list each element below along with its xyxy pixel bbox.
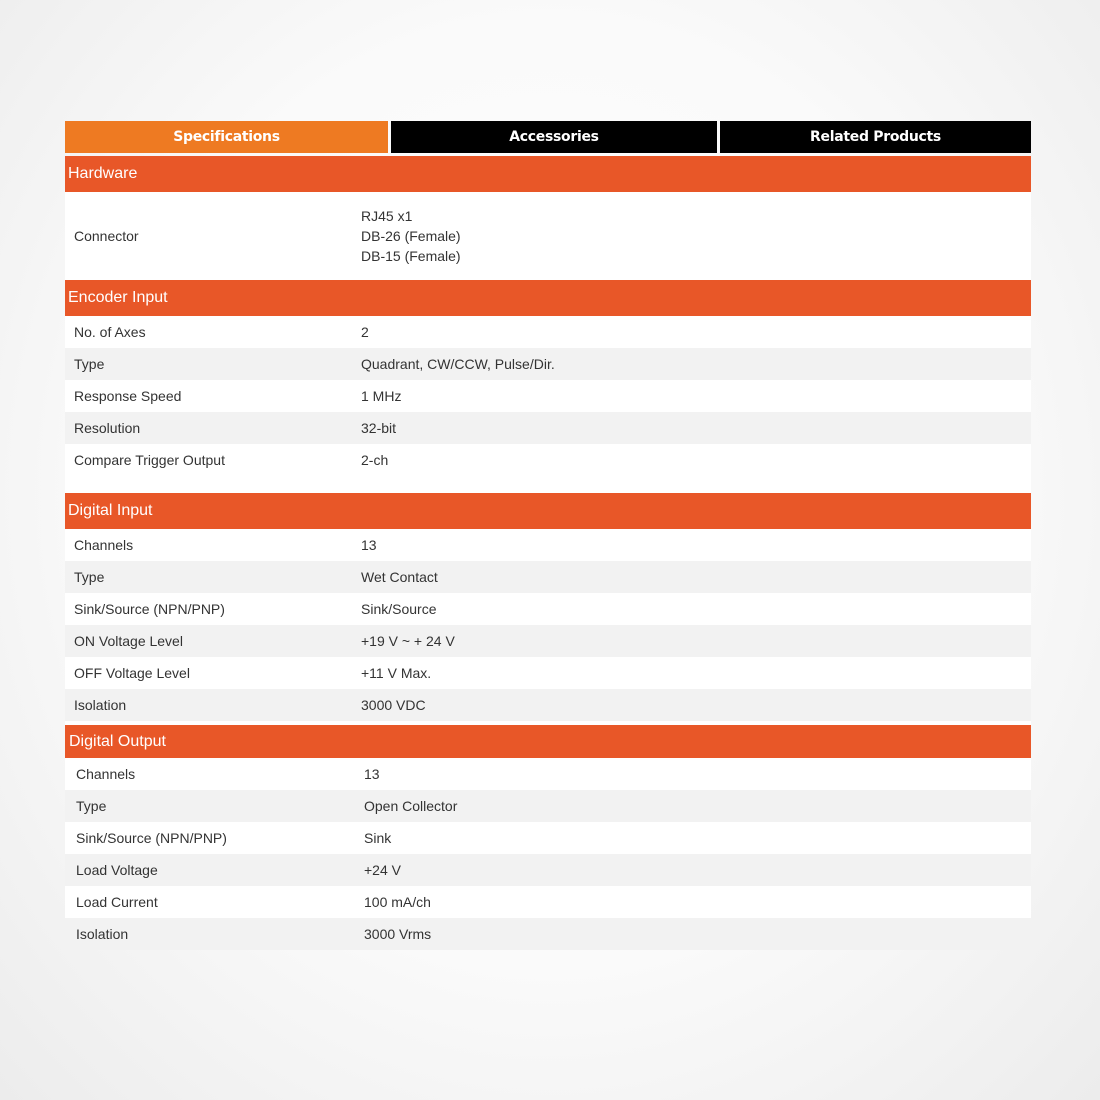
connector-value: RJ45 x1 [361,208,413,224]
table-row [65,380,1031,412]
spec-label: Type [74,356,105,372]
table-row [65,822,1031,854]
table-row [65,529,1031,561]
spec-label: Type [74,569,105,585]
spec-value: Open Collector [364,798,458,814]
tab-specifications[interactable]: Specifications [65,121,388,153]
spec-label: Isolation [74,697,127,713]
spec-label: Isolation [76,926,129,942]
section-digital-input-header: Digital Input [65,493,1031,529]
spec-value: 32-bit [361,420,397,436]
spec-label: Channels [74,537,134,553]
table-row [65,192,1031,280]
spec-value: +19 V ~ + 24 V [361,633,455,649]
spec-label: Resolution [74,420,141,436]
spec-label: OFF Voltage Level [74,665,190,681]
table-row [65,561,1031,593]
table-row [65,790,1031,822]
tab-related-products[interactable]: Related Products [720,121,1031,153]
spec-value: 3000 VDC [361,697,426,713]
spec-value: 13 [361,537,377,553]
connector-value: DB-15 (Female) [361,248,461,264]
table-row [65,625,1031,657]
section-spacer [65,476,1031,493]
spec-value: 3000 Vrms [364,926,432,942]
table-row [65,886,1031,918]
spec-label: Sink/Source (NPN/PNP) [76,830,227,846]
spec-label: Type [76,798,107,814]
table-row [65,758,1031,790]
spec-value: Sink/Source [361,601,437,617]
spec-value: Sink [364,830,392,846]
spec-value: Wet Contact [361,569,438,585]
tab-accessories[interactable]: Accessories [391,121,717,153]
section-digital-output-header: Digital Output [65,725,1031,758]
spec-value: 13 [364,766,380,782]
spec-label: Load Current [76,894,158,910]
spec-value: 2 [361,324,369,340]
spec-value: 100 mA/ch [364,894,431,910]
tab-bar [65,121,1031,153]
table-row [65,348,1031,380]
spec-value: 2-ch [361,452,389,468]
spec-label: No. of Axes [74,324,146,340]
section-encoder-input-header: Encoder Input [65,280,1031,316]
table-row [65,657,1031,689]
spec-label: Compare Trigger Output [74,452,225,468]
spec-value: +24 V [364,862,401,878]
spec-label: Load Voltage [76,862,158,878]
spec-panel [65,121,1031,950]
table-row [65,918,1031,950]
table-row [65,593,1031,625]
table-row [65,316,1031,348]
table-row [65,412,1031,444]
spec-label: Sink/Source (NPN/PNP) [74,601,225,617]
spec-value: +11 V Max. [361,665,432,681]
spec-label: Connector [74,228,139,244]
spec-label: Response Speed [74,388,182,404]
spec-value: Quadrant, CW/CCW, Pulse/Dir. [361,356,555,372]
connector-value: DB-26 (Female) [361,228,461,244]
table-row [65,444,1031,476]
spec-value [361,206,1031,266]
spec-label: ON Voltage Level [74,633,183,649]
section-hardware-header: Hardware [65,156,1031,192]
table-row [65,854,1031,886]
table-row [65,689,1031,721]
spec-label: Channels [76,766,136,782]
spec-value: 1 MHz [361,388,402,404]
